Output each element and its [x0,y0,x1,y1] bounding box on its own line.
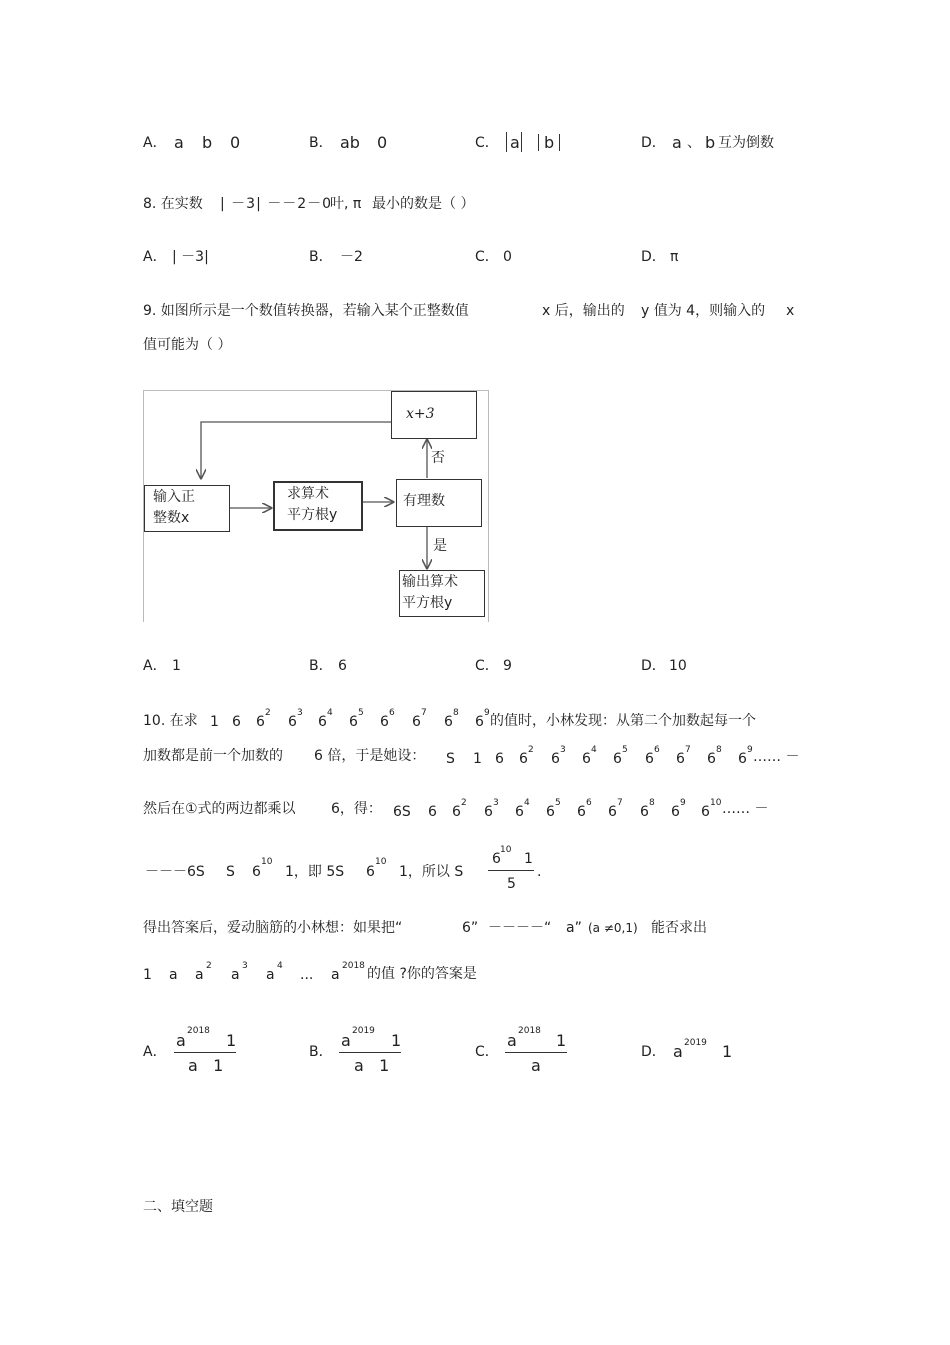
exp: 3 [493,798,499,808]
term: 6 [412,714,421,730]
q8-pi: 叶, π [330,196,362,212]
q9-option-d-label: D． [641,658,666,674]
q10-l2-six: 6 倍，于是她设： [314,748,426,764]
sqrt-line2: 平方根y [287,507,338,523]
q10-option-c-label: C． [475,1044,499,1060]
q8-option-a-value: | －3| [172,249,209,265]
exp: 2018 [342,961,365,971]
frac-num: a [341,1031,351,1050]
q9-option-a-value: 1 [172,658,181,674]
exp: 6 [389,708,395,718]
q10-l4: S [226,864,235,880]
plus3-box [391,391,477,439]
q7-option-d-label: D． [641,135,666,151]
exp: 8 [453,708,459,718]
frac-num: a [507,1031,517,1050]
frac-num: 1 [226,1031,237,1050]
term: 6 [546,804,555,820]
term: 6 [495,751,504,767]
term: 6 [707,751,716,767]
q7-option-a-label: A． [143,135,167,151]
q8-option-c-label: C． [475,249,499,265]
q9-option-b-label: B． [309,658,333,674]
term: 6 [349,714,358,730]
term: 6 [452,804,461,820]
q7-option-b-label: B． [309,135,333,151]
q9-text: x [786,303,795,319]
q9-option-b-value: 6 [338,658,347,674]
exp: 6 [586,798,592,808]
q10-l5: 6” [462,920,479,936]
q10-option-d-label: D． [641,1044,666,1060]
frac-den: a 1 [354,1056,390,1075]
term: ... [300,967,314,983]
q9-text: 值可能为（ ） [143,337,232,353]
term: 6 [318,714,327,730]
input-box [144,485,230,532]
q9-text: y 值为 4，则输入的 [641,303,766,319]
exp: 4 [591,745,597,755]
exp: 2 [461,798,467,808]
q10-l3-prefix: 然后在①式的两边都乘以 [143,801,296,817]
q10-l4: －－－6S [145,864,205,880]
term: 1 [143,967,152,983]
q10-l2-tail: …… － [753,749,800,765]
term: 6 [256,714,265,730]
exp: 10 [500,845,512,855]
exp: 5 [622,745,628,755]
exp: 5 [555,798,561,808]
no-label: 否 [431,450,445,466]
yes-label: 是 [433,538,447,554]
q10-l1-suffix: 的值时，小林发现：从第二个加数起每一个 [490,713,756,729]
term: 6 [380,714,389,730]
exp: 6 [654,745,660,755]
exp: 10 [261,857,273,867]
q10-l3-six: 6，得： [331,801,382,817]
term: 6 [608,804,617,820]
q10-l4: 6 [252,864,261,880]
q8-suffix: 最小的数是（ ） [372,196,475,212]
q10-l5: －－－－“ [488,920,552,936]
abs-bar [506,132,507,152]
output-line2: 平方根y [402,595,453,611]
term: 6 [582,751,591,767]
exp: 2019 [352,1026,375,1036]
q7-option-d-part: b [705,133,716,152]
fraction-bar [174,1052,236,1053]
frac-den: a [531,1056,541,1075]
frac-num: 1 [524,851,533,867]
q7-option-d-part: 、 [687,135,701,151]
q8-prefix: 8. 在实数 [143,196,203,212]
term: 6 [288,714,297,730]
exp: 3 [560,745,566,755]
q8-option-d-value: π [670,249,679,265]
q10-l2-prefix: 加数都是前一个加数的 [143,748,283,764]
q9-option-c-label: C． [475,658,499,674]
q8-option-a-label: A． [143,249,167,265]
q10-l4: 1，所以 S [399,864,464,880]
term: a [331,967,340,983]
q7-option-a-part: b [202,133,213,152]
q10-prefix: 10. 在求 [143,713,198,729]
q10-l3-tail: …… － [722,801,769,817]
rational-box [396,479,482,527]
q7-option-b-part: ab [340,133,360,152]
q10-l4: . [537,864,542,880]
exp: 2 [528,745,534,755]
q10-l4: 1，即 5S [285,864,345,880]
exp: 8 [649,798,655,808]
term: 1 [473,751,482,767]
term: 6 [232,714,241,730]
q10-option-d-tail: 1 [722,1042,733,1061]
term: 6 [671,804,680,820]
q9-option-a-label: A． [143,658,167,674]
frac-num: a [176,1031,186,1050]
exp: 8 [716,745,722,755]
exp: 3 [297,708,303,718]
exp: 2018 [518,1026,541,1036]
term: a [169,967,178,983]
term: 6 [551,751,560,767]
q7-option-c-label: C． [475,135,499,151]
q8-expression: | －3| －－2－0 [220,196,333,212]
input-line2: 整数x [153,510,190,526]
abs-bar [521,132,522,152]
abs-bar [559,134,560,151]
term: 6 [444,714,453,730]
frac-num: 1 [556,1031,567,1050]
plus3-label: x+3 [406,406,435,422]
q8-option-b-value: －2 [340,249,363,265]
sqrt-box [273,481,363,531]
q10-option-b-label: B． [309,1044,333,1060]
exp: 3 [242,961,248,971]
q10-l5: (a ≠0,1) [588,921,638,935]
q9-option-d-value: 10 [669,658,687,674]
exp: 9 [484,708,490,718]
term: 6 [428,804,437,820]
rational-label: 有理数 [403,493,445,509]
q10-l5: a” [566,920,582,936]
exp: 4 [277,961,283,971]
term: 6 [613,751,622,767]
exp: 4 [524,798,530,808]
term: 6 [701,804,710,820]
term: 6 [519,751,528,767]
exp: 7 [421,708,427,718]
section-title: 二、填空题 [143,1199,213,1215]
term: 6 [645,751,654,767]
exp: 10 [710,798,722,808]
frac-den: 5 [507,876,516,892]
exp: 2 [265,708,271,718]
q7-option-a-part: a [174,133,184,152]
exp: 9 [747,745,753,755]
flowchart [143,390,489,622]
exp: 4 [327,708,333,718]
exp: 5 [358,708,364,718]
q10-l4: 6 [366,864,375,880]
q10-l6-suffix: 的值 ?你的答案是 [367,966,477,982]
term: 6 [484,804,493,820]
frac-num: 6 [492,851,501,867]
term: 6 [676,751,685,767]
q7-option-c-part: b [544,133,555,152]
q10-l5: 能否求出 [651,920,707,936]
exp: 2018 [187,1026,210,1036]
q7-option-d-part: a [672,133,682,152]
q9-text: 9. 如图所示是一个数值转换器，若输入某个正整数值 [143,303,469,319]
q7-option-d-part: 互为倒数 [718,135,774,151]
term: 6 [577,804,586,820]
q10-l5: 得出答案后，爱动脑筋的小林想：如果把“ [143,920,403,936]
fraction-bar [505,1052,567,1053]
q8-option-d-label: D． [641,249,666,265]
term: a [195,967,204,983]
q7-option-c-part: a [510,133,520,152]
q7-option-b-part: 0 [377,133,388,152]
term: a [266,967,275,983]
q10-option-a-label: A． [143,1044,167,1060]
term: 6 [640,804,649,820]
q9-text: x 后，输出的 [542,303,625,319]
q8-option-c-value: 0 [503,249,512,265]
term: 6 [515,804,524,820]
q9-option-c-value: 9 [503,658,512,674]
exp: 7 [617,798,623,808]
q8-option-b-label: B． [309,249,333,265]
input-line1: 输入正 [153,489,195,505]
abs-bar [538,134,539,151]
term: 1 [210,714,219,730]
frac-num: 1 [391,1031,402,1050]
exp: 7 [685,745,691,755]
output-line1: 输出算术 [402,574,458,590]
frac-den: a 1 [188,1056,224,1075]
sqrt-line1: 求算术 [287,486,329,502]
term: 6 [475,714,484,730]
exp: 10 [375,857,387,867]
term: a [231,967,240,983]
output-box [399,570,485,617]
q10-option-d-expr: a [673,1042,683,1061]
term: S [446,751,455,767]
fraction-bar [339,1052,401,1053]
exp: 2019 [684,1038,707,1048]
q7-option-a-part: 0 [230,133,241,152]
exp: 9 [680,798,686,808]
fraction-bar [488,870,534,871]
term: 6 [738,751,747,767]
term: 6S [393,804,411,820]
exp: 2 [206,961,212,971]
